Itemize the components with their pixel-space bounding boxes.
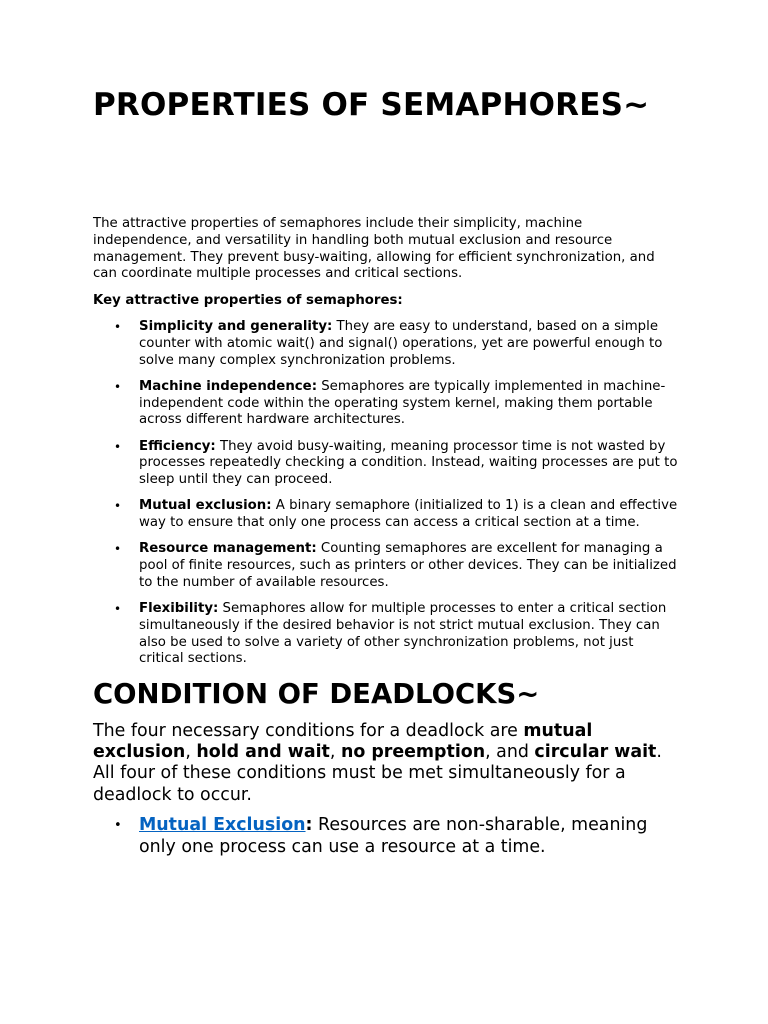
separator: ,	[185, 742, 197, 763]
property-term: Mutual exclusion:	[139, 498, 272, 514]
condition-no-preemption: no preemption	[340, 742, 486, 763]
property-term: Efficiency:	[139, 438, 216, 454]
list-item	[93, 541, 678, 591]
property-term: Simplicity and generality:	[139, 318, 333, 334]
condition-hold-and-wait: hold and wait	[196, 742, 330, 763]
list-item	[93, 498, 678, 532]
key-properties-heading: Key attractive properties of semaphores:	[93, 293, 403, 309]
intro-paragraph: The attractive properties of semaphores include their simplicity, machine independence, and versatility in handling both mutual exclusion and resource management. They prevent busy-waiting, allowing for efficient synchronization, and can coordinate multiple processes and critical sections.	[93, 216, 655, 282]
property-text: Semaphores are typically implemented in machine-independent code within the operating system kernel, making them portable across different hardware architectures.	[139, 378, 666, 428]
document-page	[93, 86, 678, 858]
property-text: Semaphores allow for multiple processes to enter a critical section simultaneously if the desired behavior is not strict mutual exclusion. They can also be used to solve a variety of other synchronization problems, not just critical sections.	[139, 601, 667, 667]
property-text: They avoid busy-waiting, meaning processor time is not wasted by processes repeatedly checking a condition. Instead, waiting processes are put to sleep until they can proceed.	[139, 438, 678, 488]
list-item	[93, 601, 678, 668]
property-term: Machine independence:	[139, 378, 318, 394]
property-term: Flexibility:	[139, 601, 219, 617]
condition-mutual-exclusion: mutual exclusion	[93, 720, 593, 763]
intro-suffix: . All four of these conditions must be met simultaneously for a deadlock to occur.	[93, 742, 662, 805]
separator: , and	[485, 742, 535, 763]
bullet-icon: •	[114, 818, 122, 834]
list-item	[93, 439, 678, 489]
bullet-icon: •	[114, 542, 122, 557]
properties-list	[93, 319, 678, 668]
bullet-icon: •	[114, 379, 122, 394]
deadlock-section-title: CONDITION OF DEADLOCKS~	[93, 677, 540, 710]
conditions-list	[93, 815, 678, 858]
bullet-icon: •	[114, 499, 122, 514]
bullet-icon: •	[114, 319, 122, 334]
property-text: They are easy to understand, based on a simple counter with atomic wait() and signal() operations, yet are powerful enough to solve many complex synchronization problems.	[139, 318, 663, 368]
list-item	[93, 319, 678, 369]
list-item	[93, 379, 678, 429]
list-item	[93, 815, 678, 858]
bullet-icon: •	[114, 439, 122, 454]
bullet-icon: •	[114, 602, 122, 617]
property-text: Counting semaphores are excellent for managing a pool of finite resources, such as printers or other devices. They can be initialized to the number of available resources.	[139, 541, 677, 590]
separator: ,	[329, 742, 341, 763]
deadlock-intro-paragraph	[93, 721, 678, 807]
property-term: Resource management:	[139, 541, 317, 557]
intro-prefix: The four necessary conditions for a deadlock are	[93, 720, 524, 741]
colon: :	[305, 815, 313, 836]
property-text: A binary semaphore (initialized to 1) is a clean and effective way to ensure that only one process can access a critical section at a time.	[139, 498, 678, 531]
condition-circular-wait: circular wait	[534, 742, 657, 763]
mutual-exclusion-link[interactable]: Mutual Exclusion	[139, 815, 306, 836]
condition-text: Resources are non-sharable, meaning only one process can use a resource at a time.	[139, 815, 648, 857]
page-title: PROPERTIES OF SEMAPHORES~	[93, 87, 650, 123]
